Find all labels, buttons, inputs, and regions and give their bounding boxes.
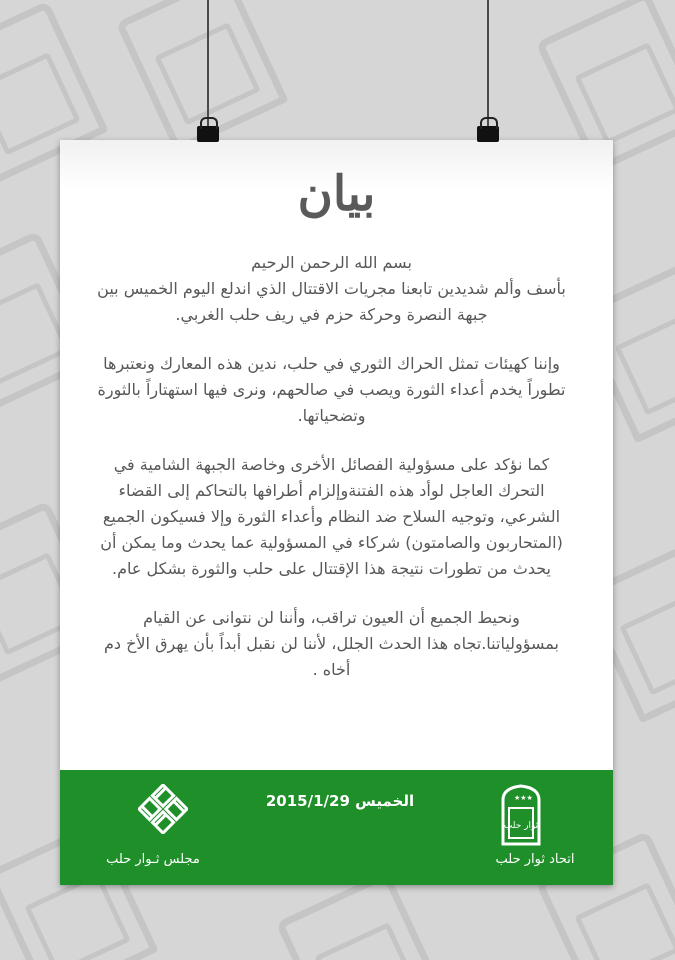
- hanging-string-right: [487, 0, 489, 128]
- hanging-string-left: [207, 0, 209, 128]
- union-emblem-icon: [497, 782, 545, 846]
- org-name-left: مجلس ثـوار حلب: [106, 852, 200, 867]
- binder-clip-right-icon: [477, 126, 499, 142]
- paragraph-3: كما نؤكد على مسؤولية الفصائل الأخرى وخاصة الجبهة الشامية في التحرك العاجل لوأد هذه الفتنةوإلزام أطرافها بالتحاكم إلى القضاء الشرعي، وتوجيه السلاح ضد النظام وأعداء الثورة وإلا فسيكون الجميع (المتحاربون والصامتون) شركاء في المسؤولية عما يحدث وما يمكن أن يحدث من تطورات نتيجة هذا الإقتتال على حلب والثورة بشكل عام.: [100, 455, 563, 578]
- statement-body: [88, 250, 575, 706]
- statement-title: بيان: [297, 166, 376, 222]
- woven-squares-icon: [138, 784, 188, 834]
- statement-date: الخميس 2015/1/29: [265, 792, 415, 810]
- paragraph-4: ونحيط الجميع أن العيون تراقب، وأننا لن نتوانى عن القيام بمسؤولياتنا.تجاه هذا الحدث الجلل، لأننا لن نقبل أبداً بأن يهرق الأخ دم أخاه .: [103, 608, 560, 679]
- footer-band: [60, 770, 613, 885]
- basmala-line: بسم الله الرحمن الرحيم: [251, 253, 412, 272]
- paragraph-2: وإننا كهيئات تمثل الحراك الثوري في حلب، ندين هذه المعارك ونعتبرها تطوراً يخدم أعداء الثورة ويصب في صالحهم، ونرى فيها استهتاراً بالثورة وتضحياتها.: [97, 354, 566, 425]
- paragraph-1: بأسف وألم شديدين تابعنا مجريات الاقتتال الذي اندلع اليوم الخميس بين جبهة النصرة وحركة حزم في ريف حلب الغربي.: [97, 279, 566, 324]
- statement-paper: [60, 140, 613, 885]
- org-name-right: اتحاد ثوار حلب: [495, 852, 575, 867]
- svg-text:★★★: ★★★: [514, 794, 533, 802]
- logo-right-lettering: ثوار حلب: [503, 821, 539, 831]
- binder-clip-left-icon: [197, 126, 219, 142]
